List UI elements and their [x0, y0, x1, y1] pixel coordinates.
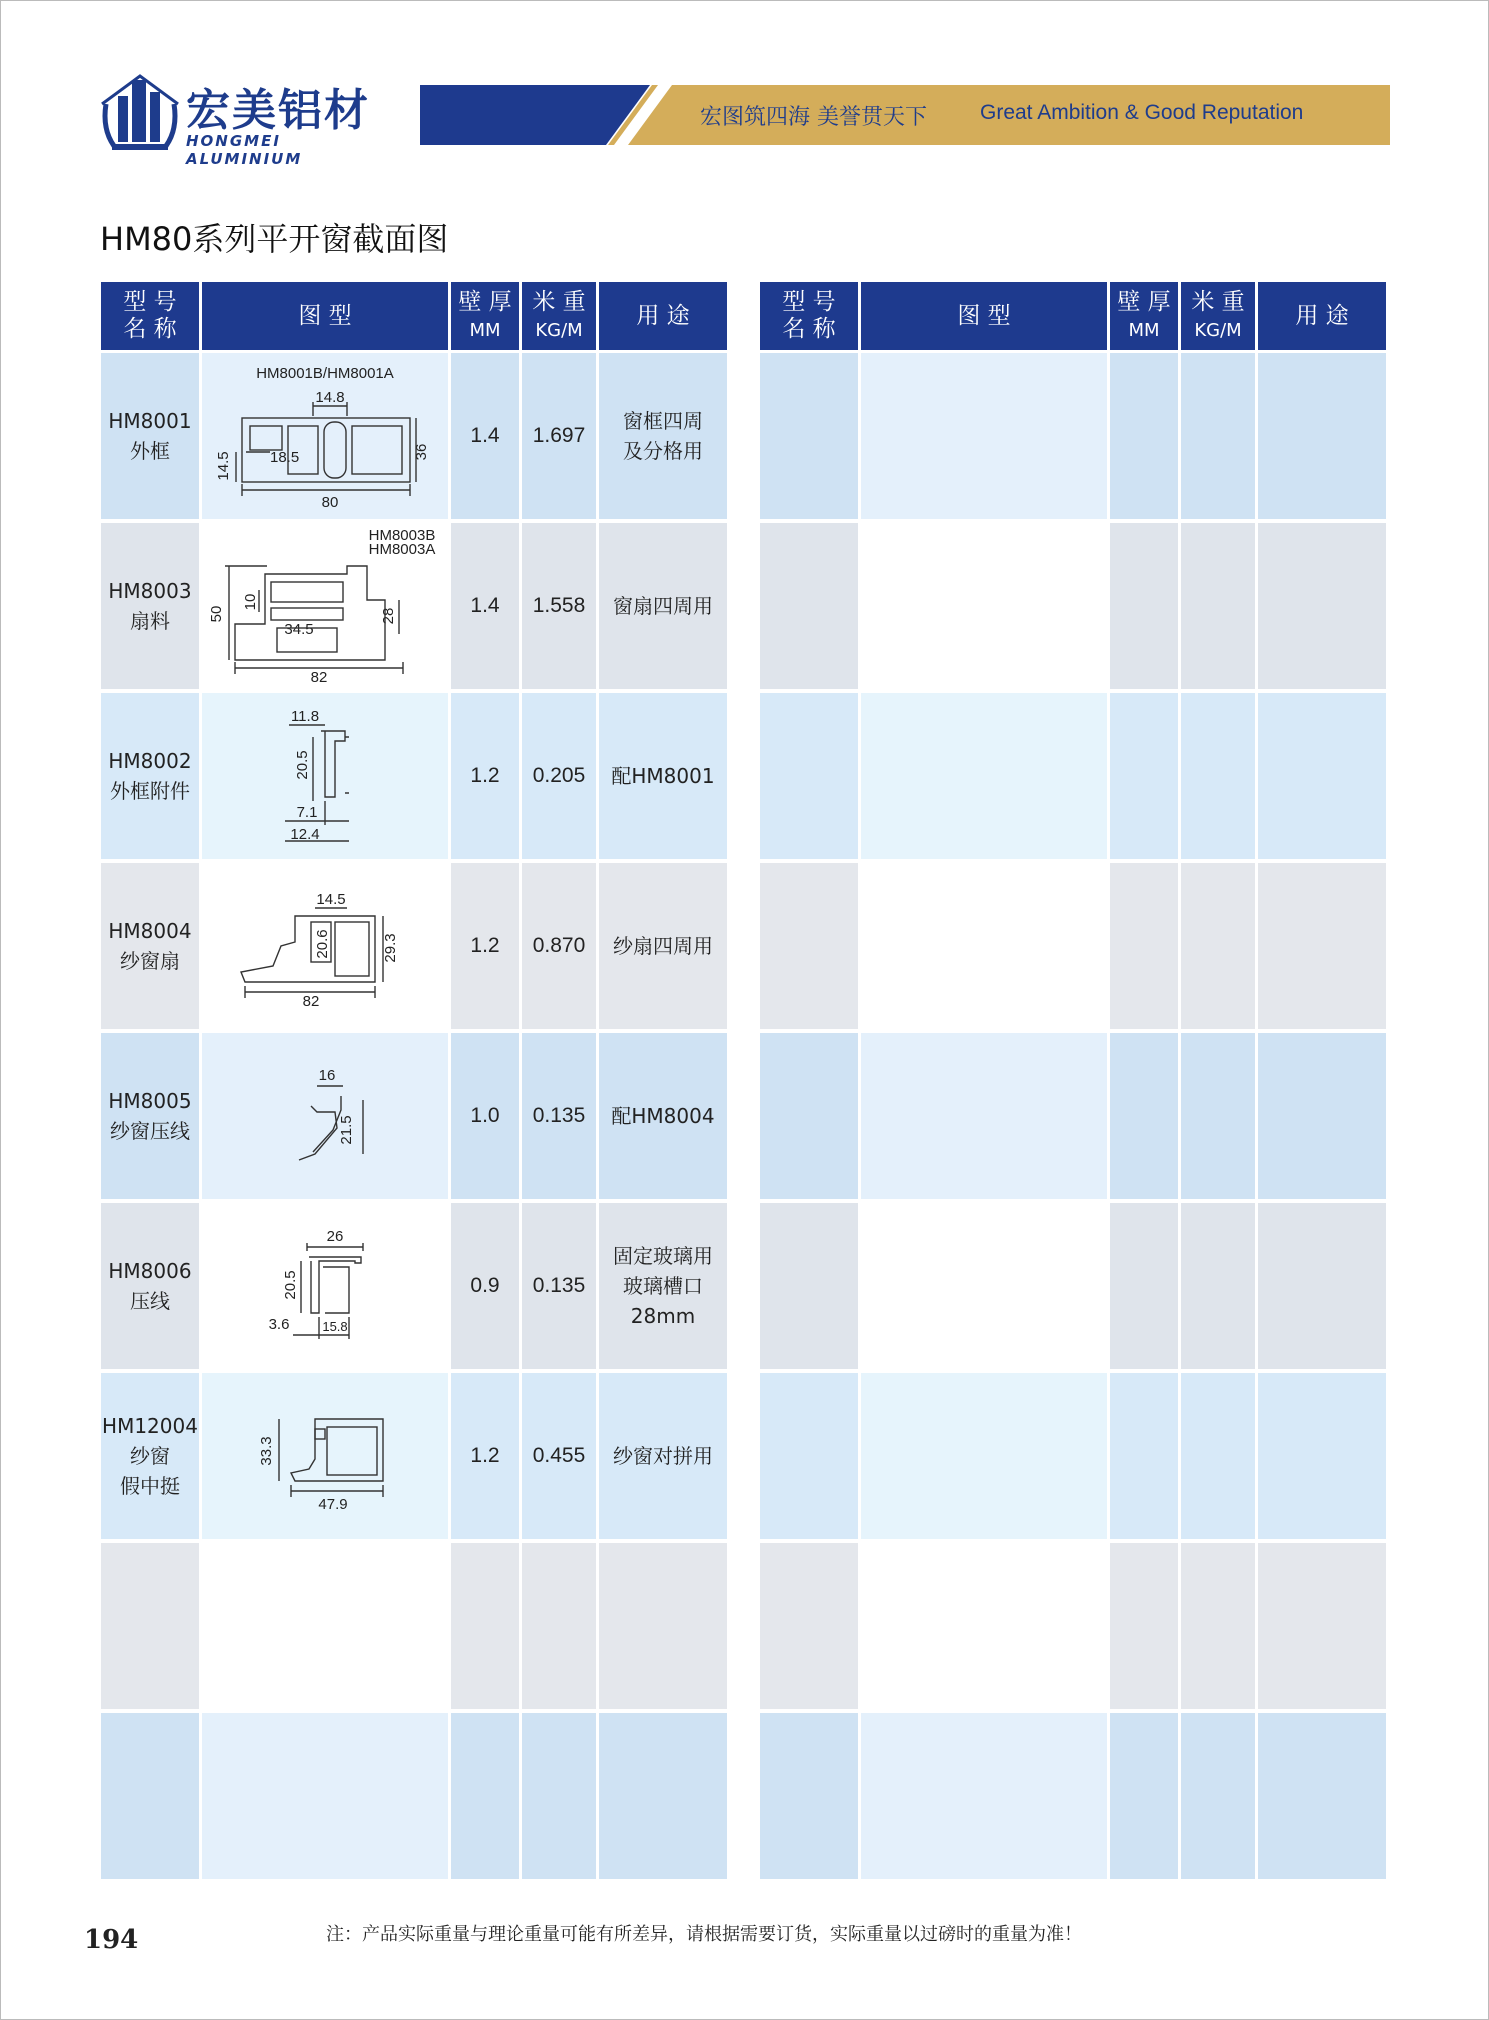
svg-text:26: 26	[326, 1228, 344, 1245]
figure-cell	[202, 523, 448, 693]
thickness-cell: 1.4	[451, 353, 519, 523]
usage-cell: 固定玻璃用 玻璃槽口 28mm	[599, 1203, 727, 1373]
svg-text:3.6: 3.6	[268, 1316, 290, 1333]
figure-cell	[202, 863, 448, 1033]
brand-name-cn: 宏美铝材	[186, 85, 370, 136]
header-model: 型 号 名 称	[101, 282, 199, 353]
figure-cell	[202, 1203, 448, 1373]
table-row-empty	[101, 1543, 727, 1713]
table-row	[101, 1373, 727, 1543]
page-number: 194	[84, 1925, 139, 1955]
header-figure: 图 型	[202, 282, 448, 353]
brand-logo	[100, 74, 400, 168]
model-cell: HM12004 纱窗 假中挺	[101, 1373, 199, 1543]
usage-cell: 窗扇四周用	[599, 523, 727, 693]
table-row-empty	[760, 523, 1386, 693]
usage-cell: 配HM8001	[599, 693, 727, 863]
thickness-cell: 1.2	[451, 863, 519, 1033]
profile-table-left	[98, 282, 730, 1883]
weight-cell: 0.870	[522, 863, 596, 1033]
brand-name-en: HONGMEI ALUMINIUM	[186, 132, 303, 168]
svg-text:7.1: 7.1	[296, 804, 318, 821]
profile-drawing-hm8004	[225, 876, 425, 1016]
table-header	[101, 282, 727, 353]
table-header	[760, 282, 1386, 353]
svg-text:16: 16	[318, 1067, 336, 1084]
svg-text:21.5: 21.5	[338, 1115, 355, 1145]
profile-drawing-hm8005	[255, 1056, 395, 1176]
header-thickness: 壁 厚 MM	[451, 282, 519, 353]
svg-text:82: 82	[302, 993, 320, 1010]
thickness-cell: 1.2	[451, 693, 519, 863]
usage-cell: 纱窗对拼用	[599, 1373, 727, 1543]
svg-text:82: 82	[310, 669, 328, 686]
table-row	[101, 353, 727, 523]
header-figure: 图 型	[861, 282, 1107, 353]
weight-cell: 0.135	[522, 1203, 596, 1373]
thickness-cell: 1.0	[451, 1033, 519, 1203]
weight-cell: 1.697	[522, 353, 596, 523]
svg-text:34.5: 34.5	[284, 621, 314, 638]
svg-text:HM8003A: HM8003A	[368, 541, 436, 558]
svg-text:28: 28	[380, 607, 397, 625]
table-row	[101, 1033, 727, 1203]
figure-cell	[202, 1033, 448, 1203]
model-cell: HM8002 外框附件	[101, 693, 199, 863]
header-usage: 用 途	[1258, 282, 1386, 353]
table-row-empty	[760, 863, 1386, 1033]
profile-table-right	[757, 282, 1389, 1883]
table-row	[101, 693, 727, 863]
svg-text:29.3: 29.3	[382, 933, 399, 963]
table-row-empty	[760, 1373, 1386, 1543]
profile-drawing-hm8001	[210, 356, 440, 516]
profile-drawing-hm12004	[235, 1391, 415, 1521]
table-row-empty	[760, 353, 1386, 523]
thickness-cell: 1.2	[451, 1373, 519, 1543]
building-emblem-icon	[100, 74, 180, 158]
svg-text:20.5: 20.5	[294, 750, 311, 780]
profile-drawing-hm8006	[245, 1221, 405, 1351]
svg-text:20.5: 20.5	[282, 1270, 299, 1300]
thickness-cell: 0.9	[451, 1203, 519, 1373]
header-weight: 米 重 KG/M	[522, 282, 596, 353]
usage-cell: 窗框四周 及分格用	[599, 353, 727, 523]
svg-text:36: 36	[413, 443, 430, 461]
table-row-empty	[101, 1713, 727, 1883]
model-cell: HM8003 扇料	[101, 523, 199, 693]
profile-drawing-hm8002	[245, 701, 405, 851]
weight-cell: 0.455	[522, 1373, 596, 1543]
svg-text:15.8: 15.8	[322, 1319, 348, 1334]
svg-text:HM8003B: HM8003B	[368, 527, 436, 544]
svg-text:18.5: 18.5	[270, 449, 300, 466]
svg-text:HM8001B/HM8001A: HM8001B/HM8001A	[256, 365, 394, 382]
usage-cell: 纱扇四周用	[599, 863, 727, 1033]
model-cell: HM8004 纱窗扇	[101, 863, 199, 1033]
table-row-empty	[760, 1033, 1386, 1203]
profile-drawing-hm8003	[207, 524, 443, 688]
weight-cell: 0.205	[522, 693, 596, 863]
slogan-en: Great Ambition & Good Reputation	[980, 101, 1304, 124]
table-row-empty	[760, 1543, 1386, 1713]
table-row	[101, 523, 727, 693]
weight-cell: 1.558	[522, 523, 596, 693]
svg-text:12.4: 12.4	[290, 826, 320, 843]
table-row-empty	[760, 1713, 1386, 1883]
svg-text:14.5: 14.5	[215, 451, 232, 481]
page-title: HM80系列平开窗截面图	[100, 220, 449, 258]
header-model: 型 号 名 称	[760, 282, 858, 353]
svg-text:50: 50	[208, 605, 225, 623]
footnote: 注：产品实际重量与理论重量可能有所差异，请根据需要订货，实际重量以过磅时的重量为准！	[326, 1924, 1082, 1945]
table-row	[101, 863, 727, 1033]
svg-text:47.9: 47.9	[318, 1496, 348, 1513]
thickness-cell: 1.4	[451, 523, 519, 693]
usage-cell: 配HM8004	[599, 1033, 727, 1203]
table-row-empty	[760, 1203, 1386, 1373]
header-weight: 米 重 KG/M	[1181, 282, 1255, 353]
figure-cell	[202, 693, 448, 863]
model-cell: HM8001 外框	[101, 353, 199, 523]
model-cell: HM8005 纱窗压线	[101, 1033, 199, 1203]
svg-text:14.8: 14.8	[315, 389, 345, 406]
table-row-empty	[760, 693, 1386, 863]
header-usage: 用 途	[599, 282, 727, 353]
slogan-cn: 宏图筑四海 美誉贯天下	[700, 105, 927, 130]
svg-text:10: 10	[242, 593, 259, 611]
table-row	[101, 1203, 727, 1373]
svg-text:33.3: 33.3	[258, 1436, 275, 1466]
header-thickness: 壁 厚 MM	[1110, 282, 1178, 353]
figure-cell	[202, 353, 448, 523]
svg-text:11.8: 11.8	[290, 708, 320, 725]
svg-text:80: 80	[321, 494, 339, 511]
model-cell: HM8006 压线	[101, 1203, 199, 1373]
figure-cell	[202, 1373, 448, 1543]
svg-text:20.6: 20.6	[314, 929, 331, 959]
svg-text:14.5: 14.5	[316, 891, 346, 908]
weight-cell: 0.135	[522, 1033, 596, 1203]
